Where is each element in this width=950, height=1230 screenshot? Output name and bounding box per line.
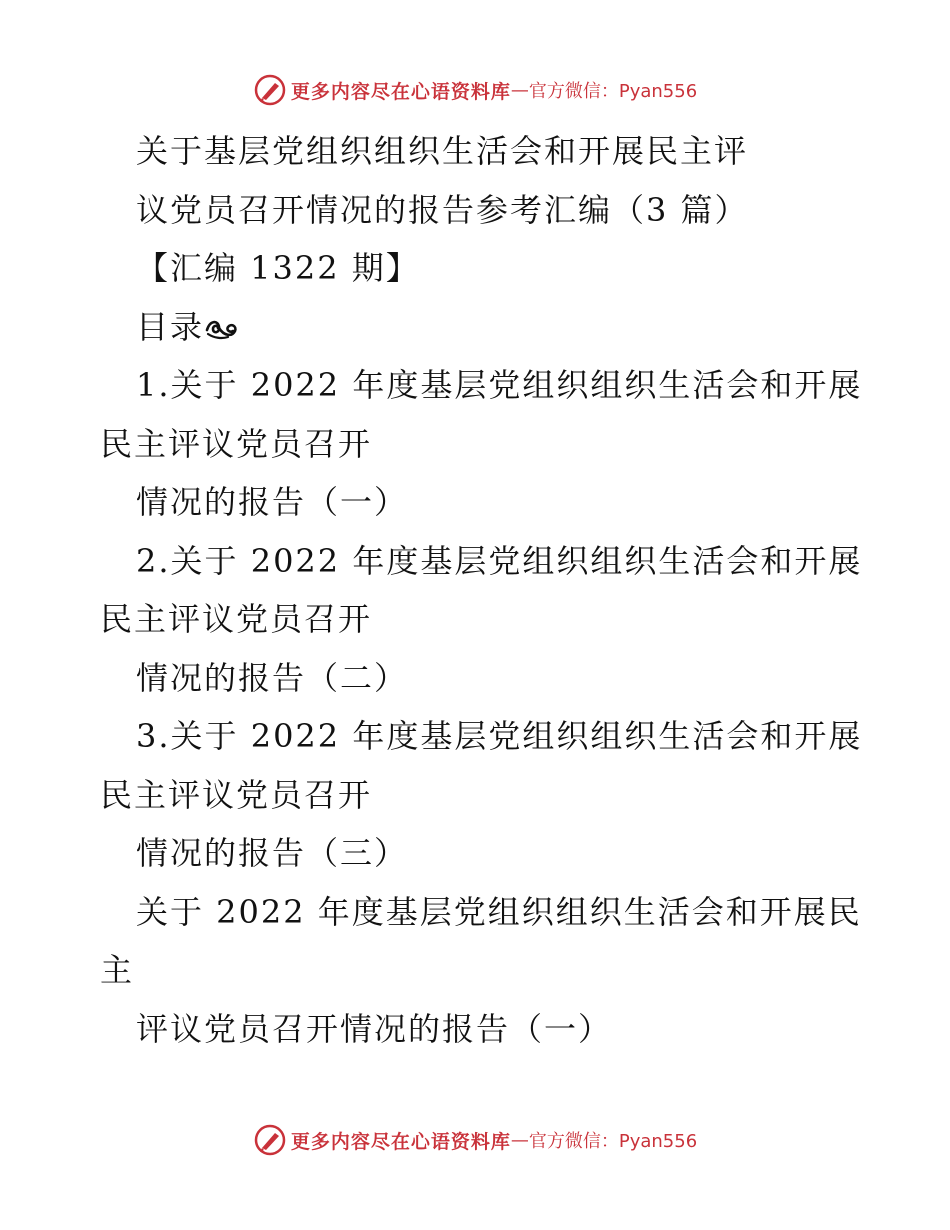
toc-item-1-line-1[interactable]: 1.关于 2022 年度基层党组织组织生活会和开展 [136, 366, 863, 404]
toc-item-3-line-1[interactable]: 3.关于 2022 年度基层党组织组织生活会和开展 [136, 717, 863, 755]
toc-item-2-line-2[interactable]: 民主评议党员召开 [100, 600, 373, 638]
toc-item-2-line-1[interactable]: 2.关于 2022 年度基层党组织组织生活会和开展 [136, 541, 863, 580]
toc-item-1-line-2[interactable]: 民主评议党员召开 [100, 424, 373, 463]
pen-logo-icon [253, 73, 287, 107]
header-banner [0, 70, 950, 110]
toc-heading-text: 目录 [136, 307, 205, 346]
toc-item-3-line-3[interactable]: 情况的报告（三） [136, 834, 409, 872]
toc-item-1-line-3[interactable]: 情况的报告（一） [136, 483, 409, 521]
section-title-line-3: 评议党员召开情况的报告（一） [136, 1009, 613, 1048]
section-title-line-2: 主 [100, 951, 135, 989]
section-title-line-1: 关于 2022 年度基层党组织组织生活会和开展民 [136, 892, 862, 931]
pen-logo-icon [253, 1123, 287, 1157]
banner-wechat-text: 官方微信：Pyan556 [528, 81, 698, 102]
banner-wechat-text: 官方微信：Pyan556 [528, 1131, 698, 1152]
document-body [0, 122, 950, 1058]
toc-item-2-line-3[interactable]: 情况的报告（二） [136, 658, 409, 697]
title-line-1: 关于基层党组织组织生活会和开展民主评 [136, 132, 749, 170]
banner-main-text: 更多内容尽在心语资料库 [290, 80, 511, 103]
banner-dash: — [510, 1129, 529, 1151]
toc-item-3-line-2[interactable]: 民主评议党员召开 [100, 775, 373, 814]
banner-main-text: 更多内容尽在心语资料库 [290, 1130, 511, 1153]
swirl-ornament-icon [204, 316, 240, 342]
banner-dash: — [510, 79, 529, 101]
issue-number: 【汇编 1322 期】 [136, 249, 420, 287]
footer-banner [0, 1120, 950, 1160]
title-line-2: 议党员召开情况的报告参考汇编（3 篇） [136, 190, 749, 229]
toc-heading [0, 298, 950, 357]
